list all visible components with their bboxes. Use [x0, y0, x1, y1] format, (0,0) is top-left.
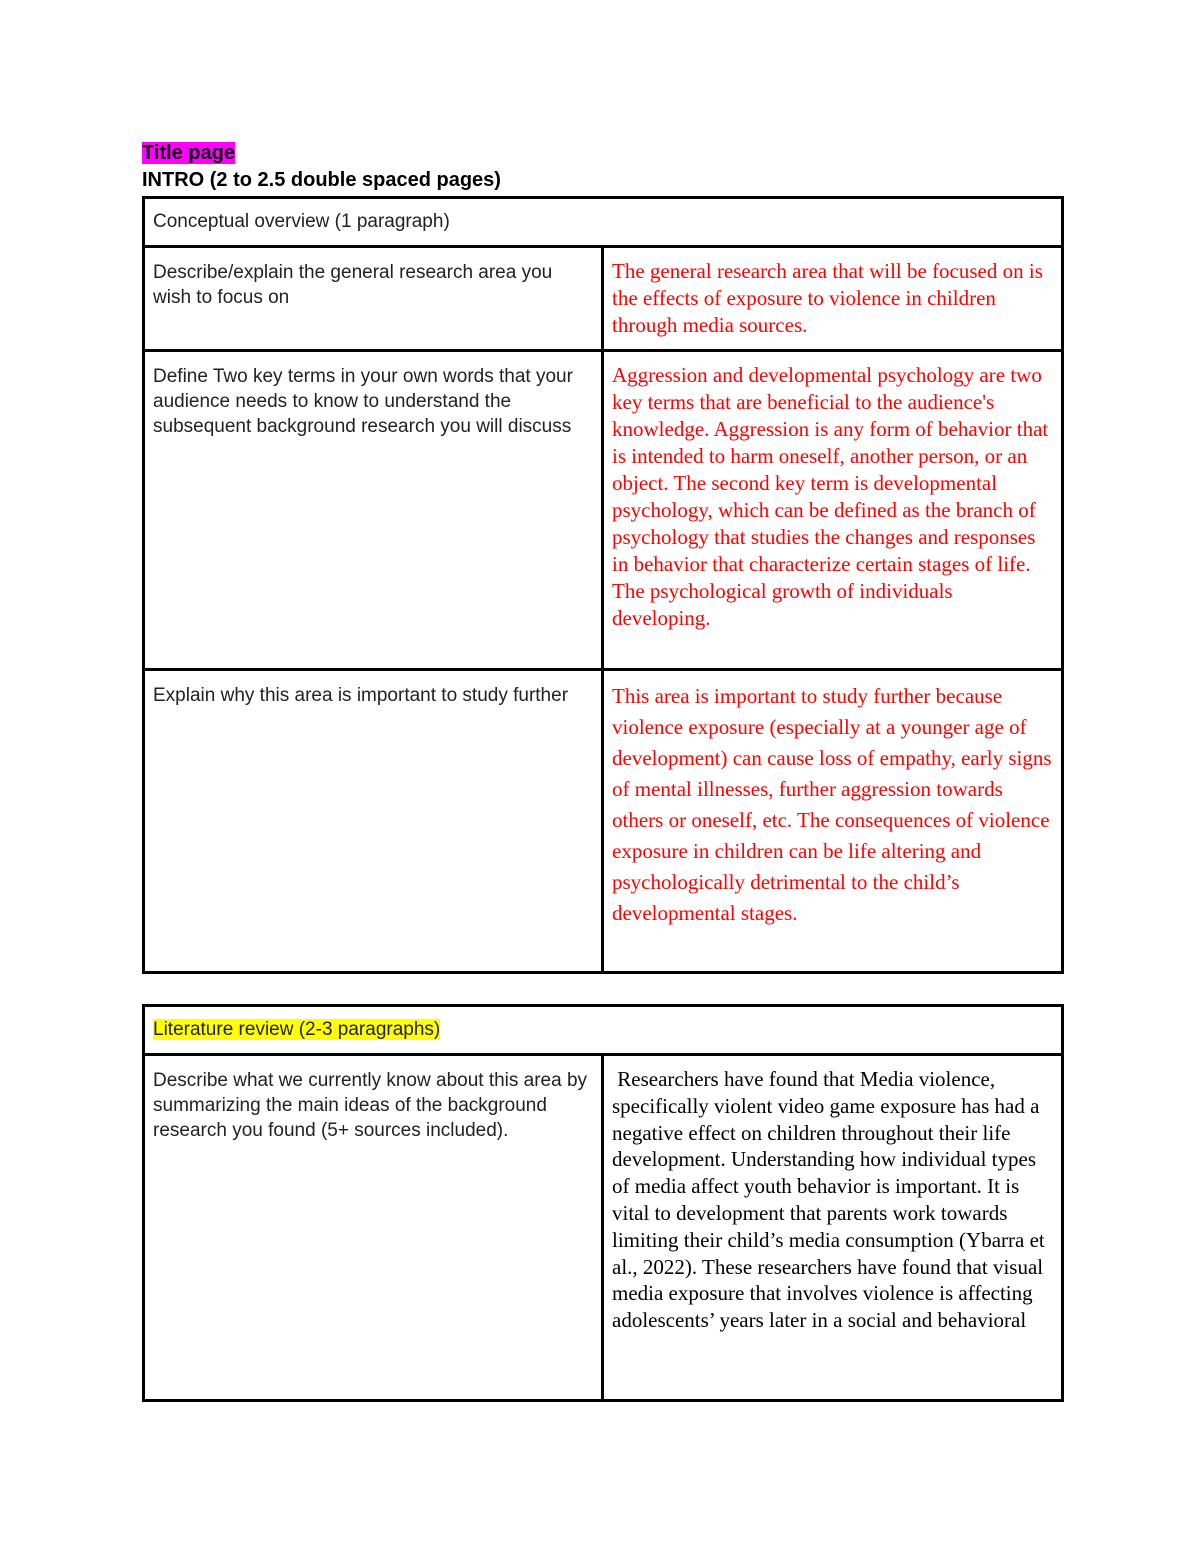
table-row: [144, 351, 1063, 670]
title-page-text: Title page: [142, 142, 235, 164]
document-page: [142, 140, 1061, 1402]
title-page-label: [142, 140, 1061, 167]
prompt-cell: Describe/explain the general research area you wish to focus on: [144, 247, 603, 351]
literature-review-text: Literature review (2-3 paragraphs): [153, 1019, 441, 1040]
table-row: [144, 1055, 1063, 1401]
prompt-cell: Explain why this area is important to study further: [144, 670, 603, 973]
lit-header-row: [144, 1006, 1063, 1055]
intro-header-row: [144, 198, 1063, 247]
literature-review-header: [144, 1006, 1063, 1055]
prompt-cell: Describe what we currently know about this area by summarizing the main ideas of the background research you found (5+ sources included).: [144, 1055, 603, 1401]
answer-cell: Aggression and developmental psychology are two key terms that are beneficial to the audience's knowledge. Aggression is any form of behavior that is intended to harm oneself, another person, or an object. The second key term is developmental psychology, which can be defined as the branch of psychology that studies the changes and responses in behavior that characterize certain stages of life. The psychological growth of individuals developing.: [603, 351, 1063, 670]
prompt-cell: Define Two key terms in your own words that your audience needs to know to understand the subsequent background research you will discuss: [144, 351, 603, 670]
table-row: [144, 247, 1063, 351]
table-spacer: [142, 974, 1061, 1004]
conceptual-overview-header: Conceptual overview (1 paragraph): [144, 198, 1063, 247]
table-row: [144, 670, 1063, 973]
answer-cell: The general research area that will be focused on is the effects of exposure to violence in children through media sources.: [603, 247, 1063, 351]
literature-table: [142, 1004, 1064, 1402]
intro-table: [142, 196, 1064, 974]
answer-cell: Researchers have found that Media violence, specifically violent video game exposure has had a negative effect on children throughout their life development. Understanding how individual types of media affect youth behavior is important. It is vital to development that parents work towards limiting their child’s media consumption (Ybarra et al., 2022). These researchers have found that visual media exposure that involves violence is affecting adolescents’ years later in a social and behavioral: [603, 1055, 1063, 1401]
intro-heading: INTRO (2 to 2.5 double spaced pages): [142, 169, 501, 191]
answer-cell: This area is important to study further because violence exposure (especially at a younger age of development) can cause loss of empathy, early signs of mental illnesses, further aggression towards others or oneself, etc. The consequences of violence exposure in children can be life altering and psychologically detrimental to the child’s developmental stages.: [603, 670, 1063, 973]
